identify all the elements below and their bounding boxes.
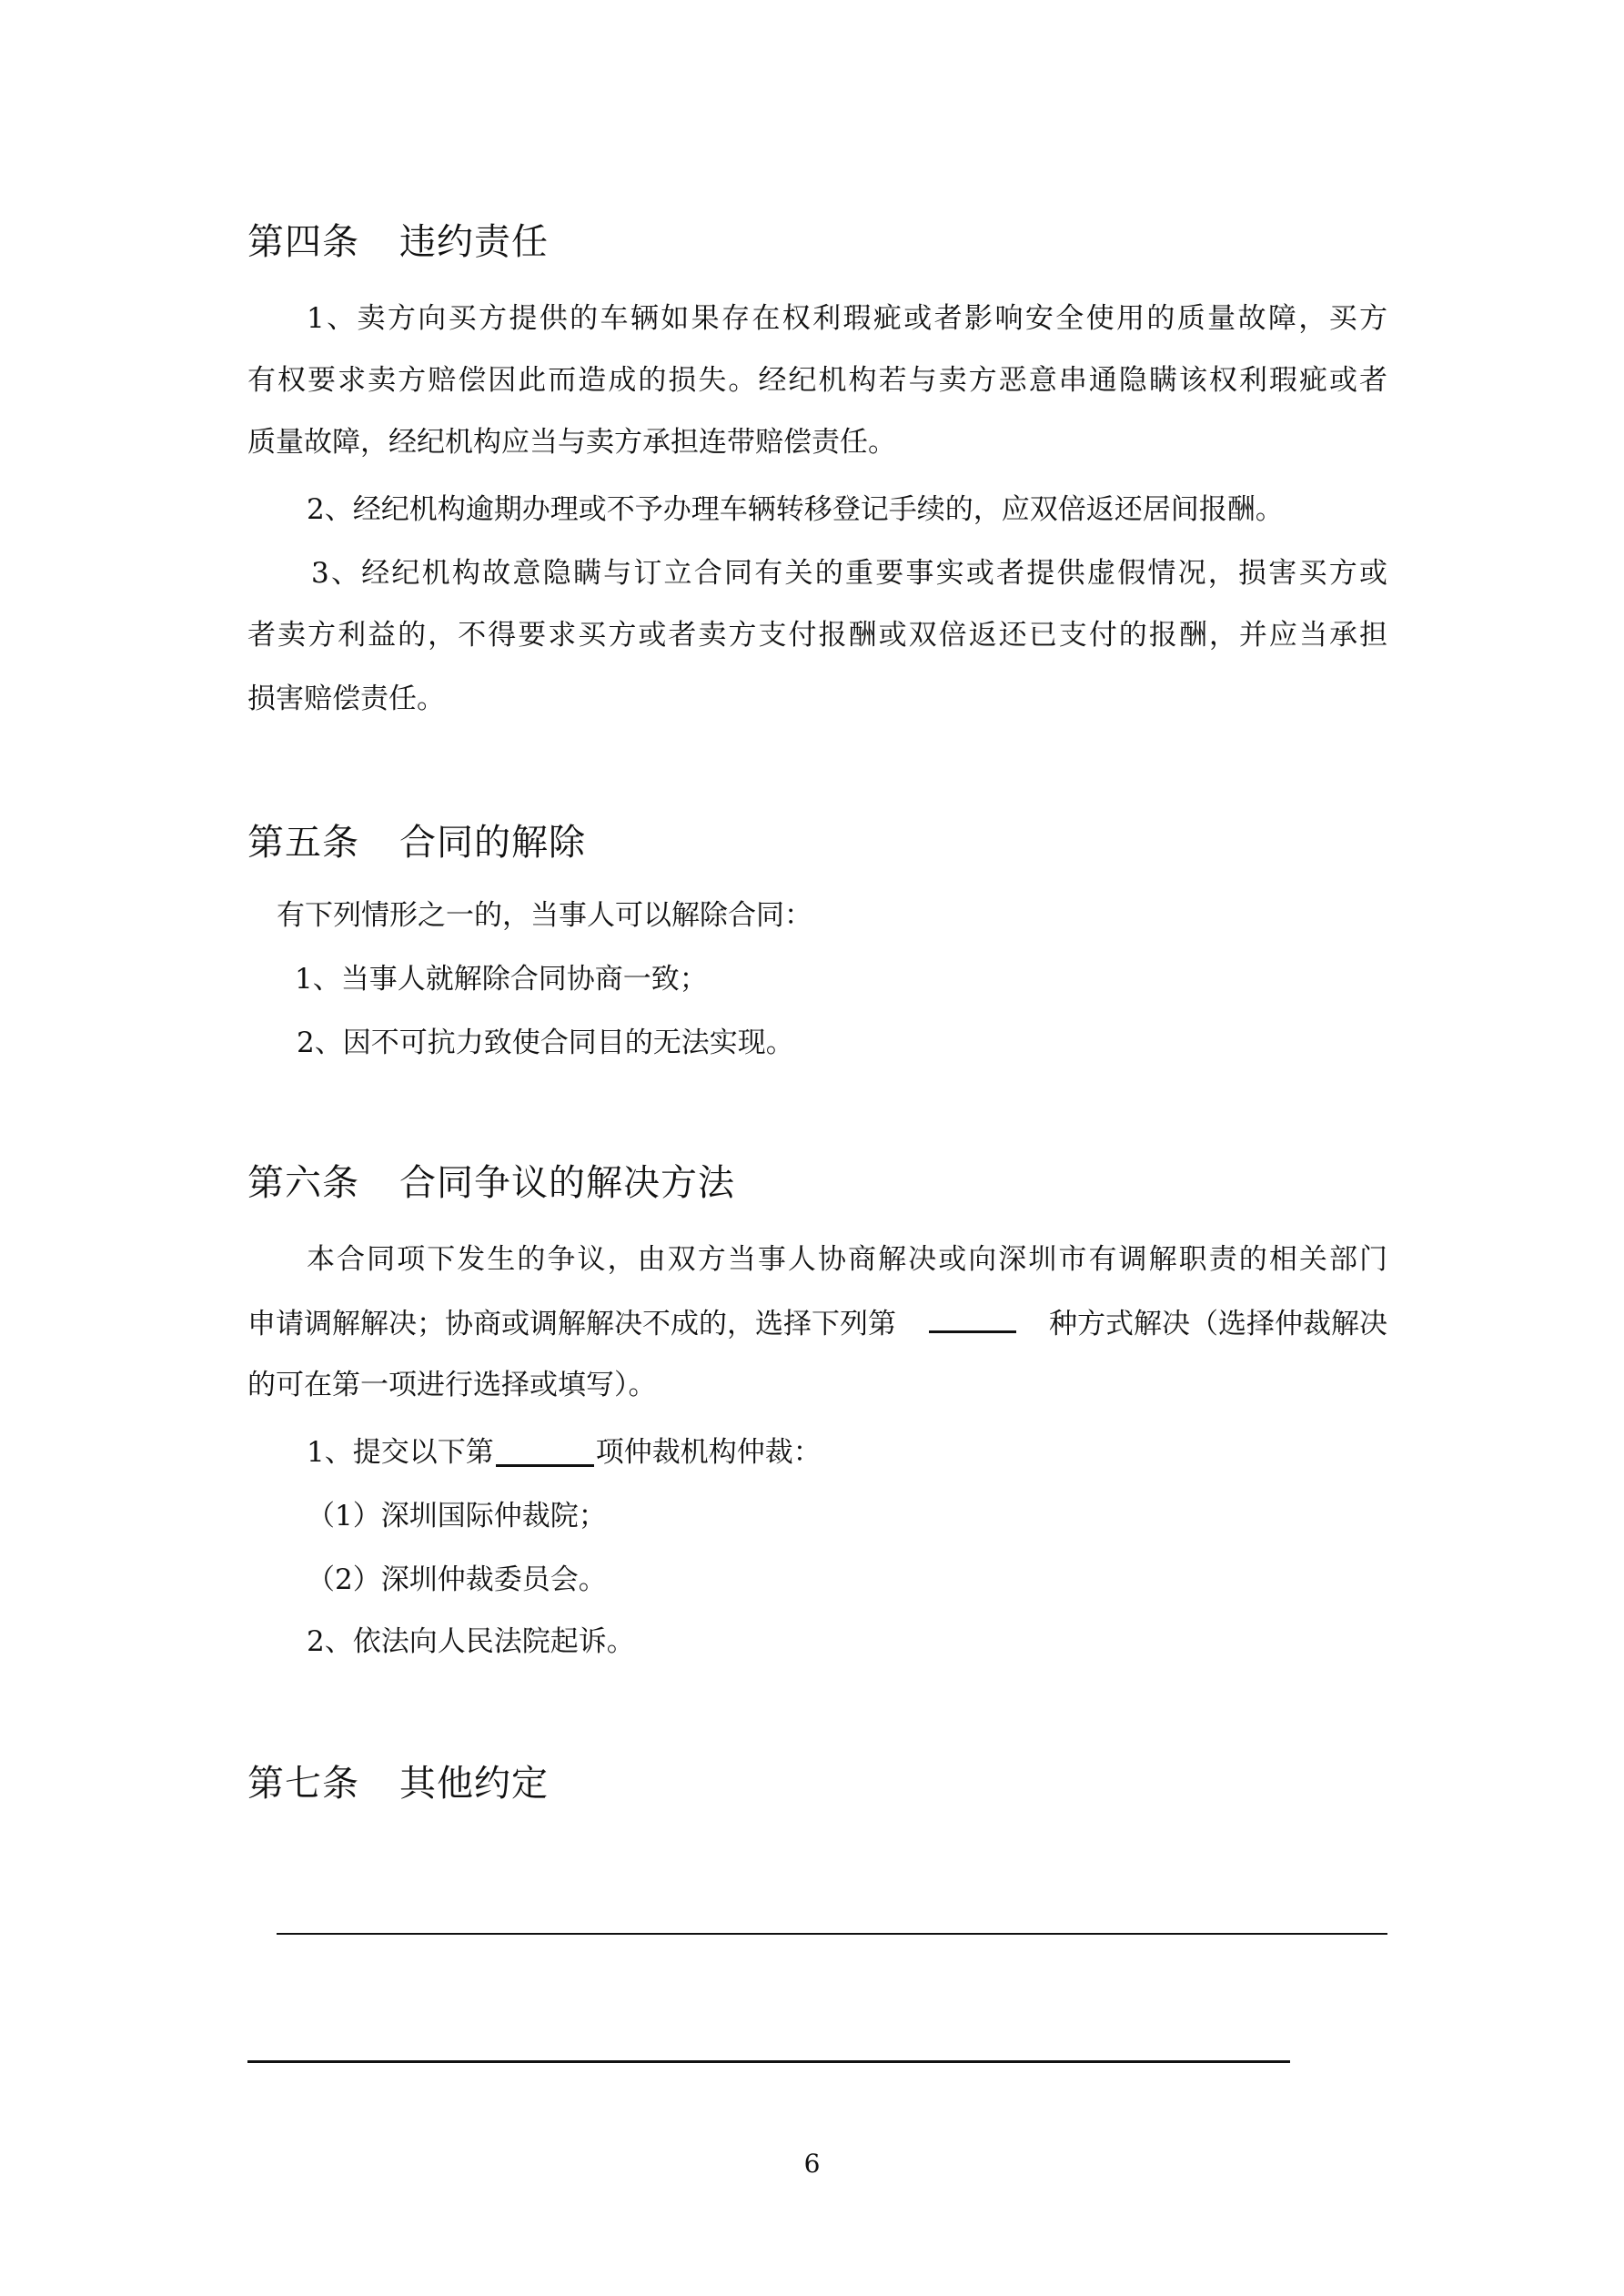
article-4-para-2: 2、经纪机构逾期办理或不予办理车辆转移登记手续的，应双倍返还居间报酬。 [307,493,1284,526]
article-4-heading [247,218,549,266]
arbitration-choice-blank[interactable] [496,1437,594,1467]
article-6-sub-1: （1）深圳国际仲裁院； [307,1500,607,1532]
article-6-para-1-line-1: 本合同项下发生的争议，由双方当事人协商解决或向深圳市有调解职责的相关部门 [307,1243,1387,1276]
article-6-item-2: 2、依法向人民法院起诉。 [307,1625,635,1658]
article-4-para-3-line-3: 损害赔偿责任。 [247,683,445,715]
article-4-title: 违约责任 [399,221,549,263]
article-6-item-1 [307,1432,822,1472]
article-6-para-1-line-3: 的可在第一项进行选择或填写）。 [247,1369,657,1401]
other-terms-fill-line-1[interactable] [277,1933,1387,1935]
article-7-title: 其他约定 [399,1763,549,1805]
page-number: 6 [803,2149,821,2179]
other-terms-fill-line-2[interactable] [247,2060,1290,2063]
article-5-item-2: 2、因不可抗力致使合同目的无法实现。 [297,1027,794,1059]
article-5-item-1: 1、当事人就解除合同协商一致； [295,963,708,996]
article-5-number: 第五条 [247,822,359,864]
article-6-item-1-before: 1、提交以下第 [307,1436,494,1469]
article-5-title: 合同的解除 [399,822,586,864]
article-6-sub-2: （2）深圳仲裁委员会。 [307,1563,607,1596]
article-4-para-1-line-2: 有权要求卖方赔偿因此而造成的损失。经纪机构若与卖方恶意串通隐瞒该权利瑕疵或者 [247,364,1387,397]
article-5-heading [247,819,586,866]
article-4-number: 第四条 [247,221,359,263]
article-6-title: 合同争议的解决方法 [399,1162,735,1204]
article-5-intro: 有下列情形之一的，当事人可以解除合同： [277,899,812,932]
article-6-item-1-after: 项仲裁机构仲裁： [595,1436,822,1469]
article-4-para-3-line-1: 3、经纪机构故意隐瞒与订立合同有关的重要事实或者提供虚假情况，损害买方或 [311,557,1387,590]
article-4-para-1-line-1: 1、卖方向买方提供的车辆如果存在权利瑕疵或者影响安全使用的质量故障，买方 [307,302,1387,335]
article-7-number: 第七条 [247,1763,359,1805]
article-6-line-2-before: 申请调解解决；协商或调解解决不成的，选择下列第 [247,1308,896,1340]
article-6-line-2-after: 种方式解决（选择仲裁解决 [1049,1308,1387,1340]
article-7-heading [247,1760,549,1807]
article-4-para-1-line-3: 质量故障，经纪机构应当与卖方承担连带赔偿责任。 [247,426,896,459]
method-choice-blank[interactable] [929,1303,1016,1333]
article-6-number: 第六条 [247,1162,359,1204]
article-6-para-1-line-2 [247,1303,1387,1344]
article-4-para-3-line-2: 者卖方利益的，不得要求买方或者卖方支付报酬或双倍返还已支付的报酬，并应当承担 [247,619,1387,652]
article-6-heading [247,1159,735,1207]
